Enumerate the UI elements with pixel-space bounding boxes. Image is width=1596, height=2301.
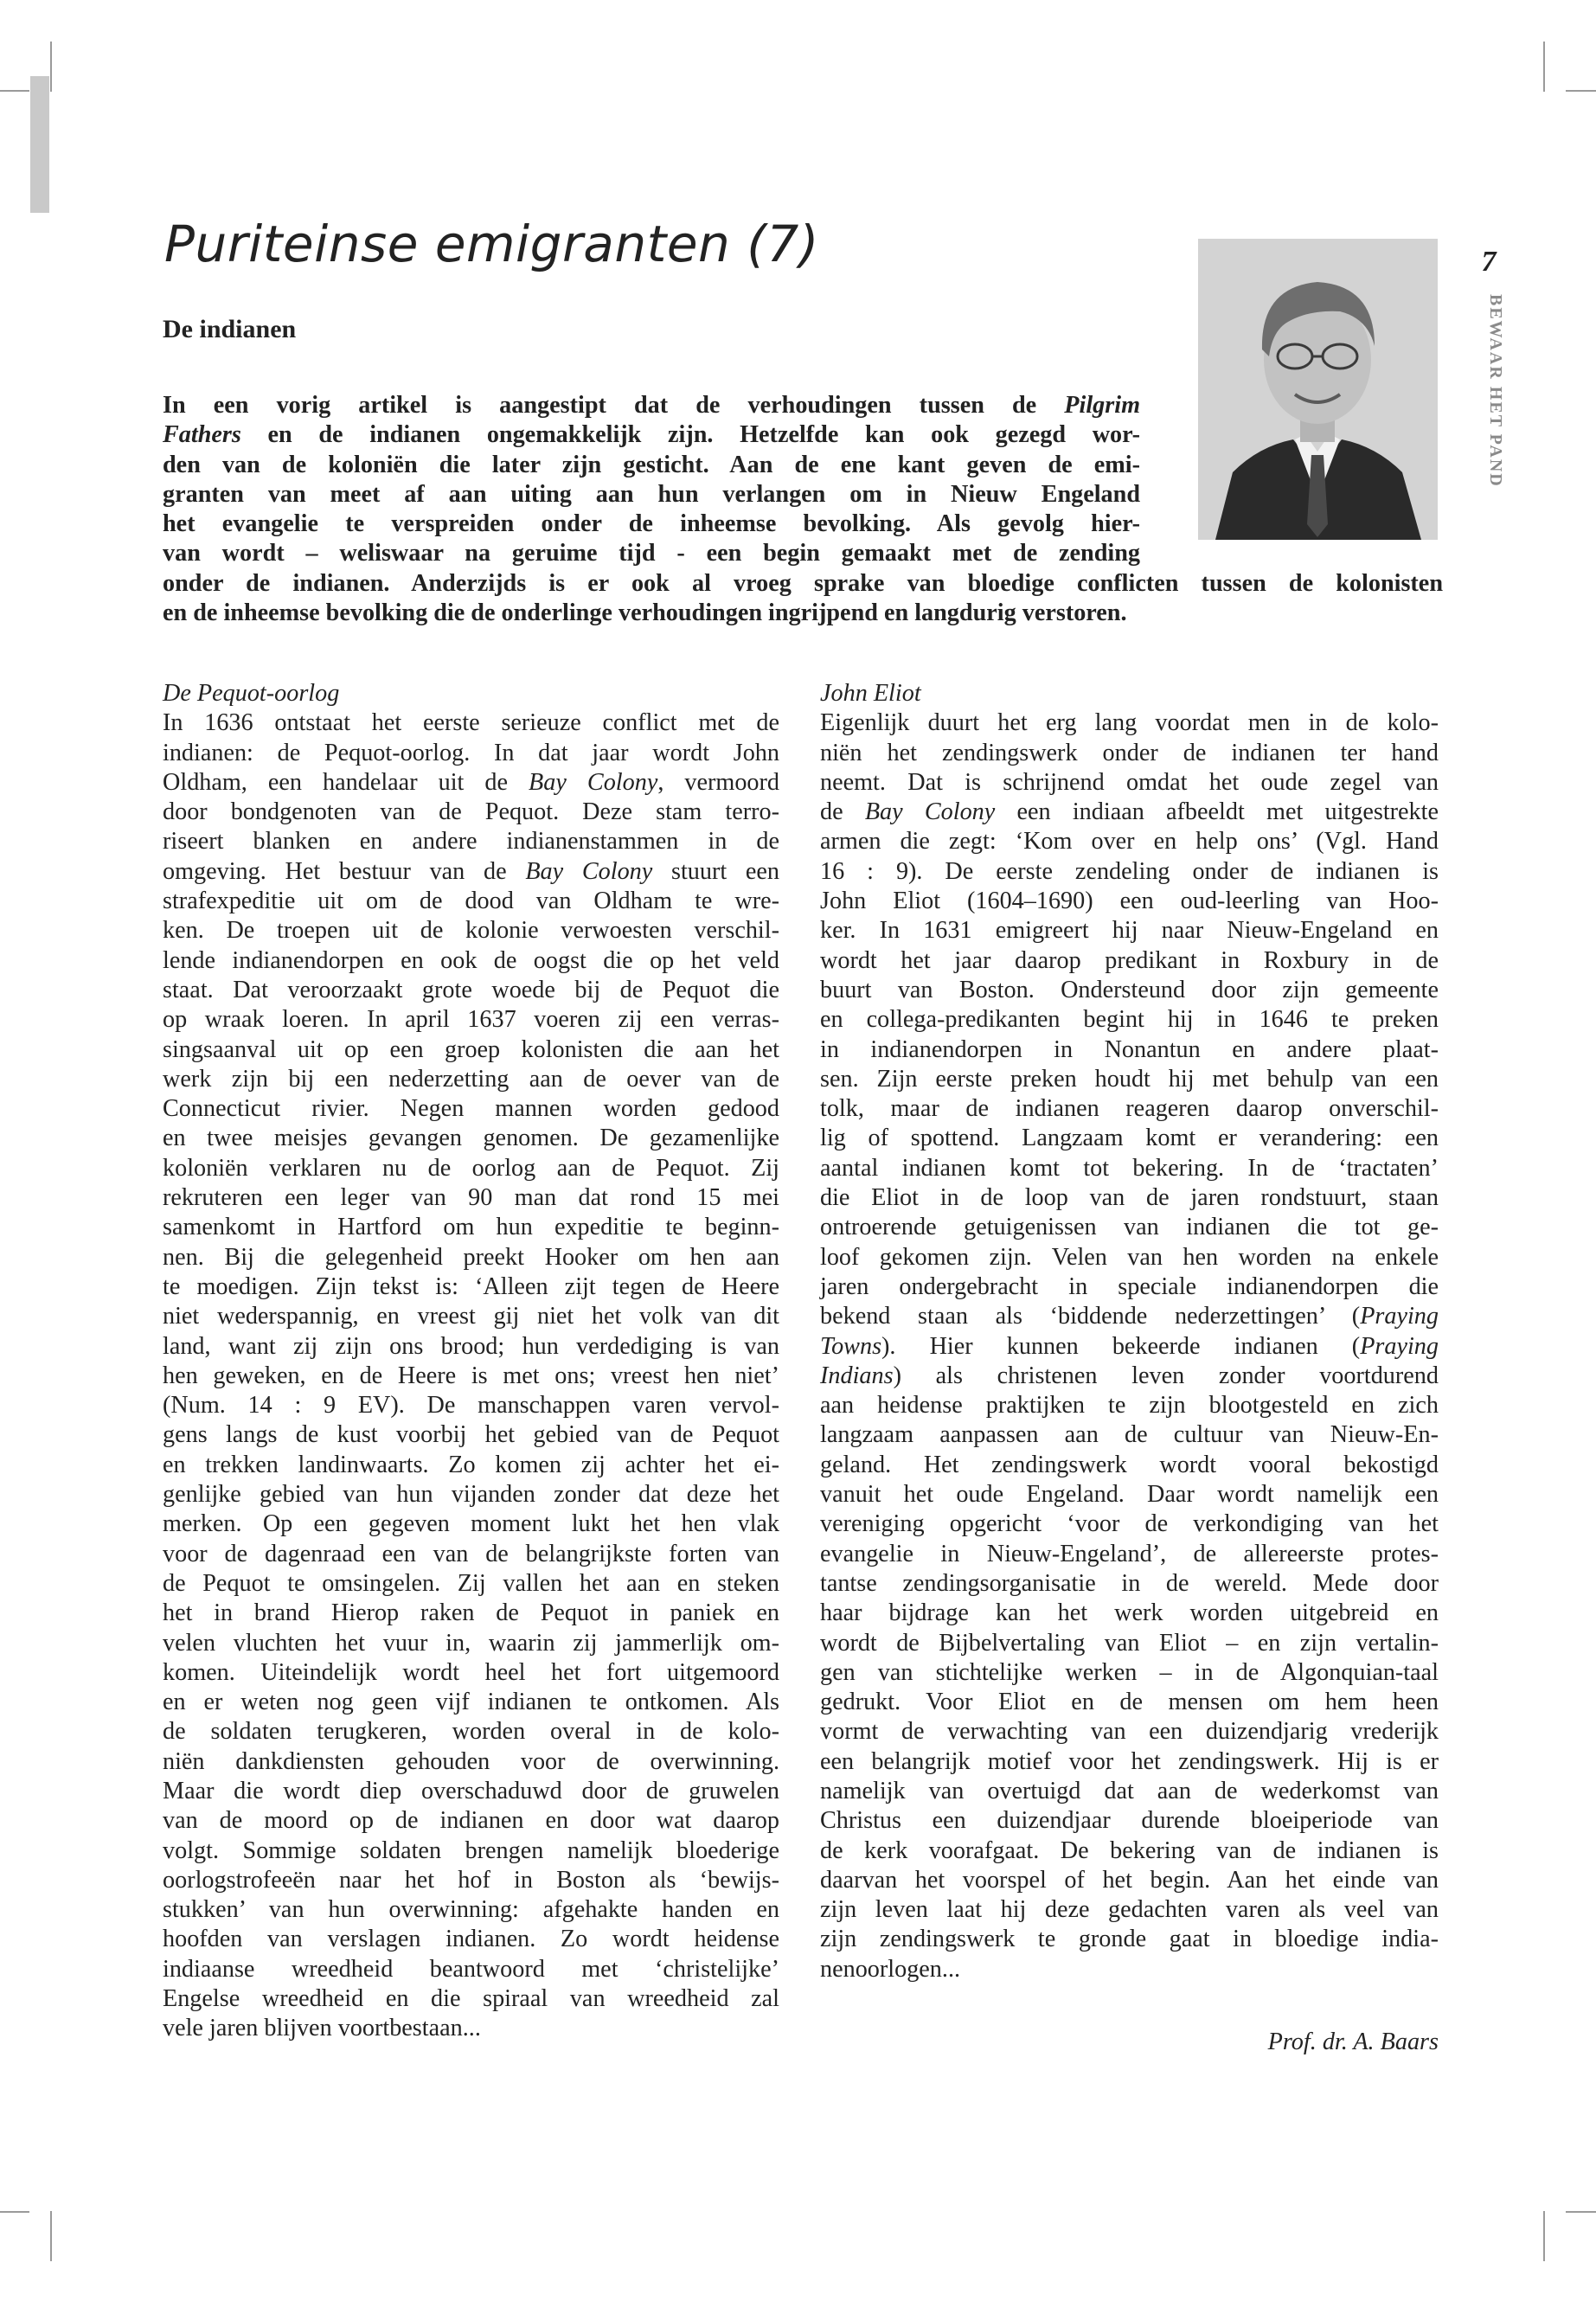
text-line: nen. Bij die gelegenheid preekt Hooker om hen aan <box>163 1243 779 1271</box>
section-heading: De Pequot-oorlog <box>163 680 340 707</box>
left-column-body <box>163 708 779 2043</box>
text-line: indianen: de Pequot-oorlog. In dat jaar wordt John <box>163 739 779 766</box>
text-line: land, want zij zijn ons brood; hun verdediging is van <box>163 1332 779 1360</box>
text-line: aan heidense praktijken te zijn blootgesteld en zich <box>820 1392 1439 1420</box>
text-line: nenoorlogen... <box>820 1955 961 1983</box>
text-line: door bondgenoten van de Pequot. Deze stam terro- <box>163 798 779 826</box>
lead-line: granten van meet af aan uiting aan hun verlangen om in Nieuw Engeland <box>163 480 1140 508</box>
text-line: jaren ondergebracht in speciale indianendorpen die <box>820 1272 1439 1300</box>
text-line: indiaanse wreedheid beantwoord met ‘christelijke’ <box>163 1955 779 1983</box>
section-heading: John Eliot <box>820 680 921 707</box>
text-line: 16 : 9). De eerste zendeling onder de indianen is <box>820 857 1439 885</box>
lead-line: van wordt – weliswaar na geruime tijd - een begin gemaakt met de zending <box>163 540 1140 567</box>
lead-line: het evangelie te verspreiden onder de inheemse bevolking. Als gevolg hier- <box>163 510 1140 538</box>
running-head: BEWAAR HET PAND <box>1486 294 1505 488</box>
text-line: wordt het jaar daarop predikant in Roxbury in de <box>820 946 1439 974</box>
crop-mark <box>1543 2211 1545 2261</box>
margin-bar <box>30 76 49 213</box>
text-line: (Num. 14 : 9 EV). De manschappen varen vervol- <box>163 1392 779 1420</box>
text-line: velen vluchten het vuur in, waarin zij jammerlijk om- <box>163 1629 779 1657</box>
text-line: sen. Zijn eerste preken houdt hij met behulp van een <box>820 1065 1439 1093</box>
crop-mark <box>50 42 52 92</box>
text-line: vereniging opgericht ‘voor de verkondiging van het <box>820 1510 1439 1538</box>
crop-mark <box>50 2211 52 2261</box>
text-line: staat. Dat veroorzaakt grote woede bij de Pequot die <box>163 976 779 1003</box>
text-line: singsaanval uit op een groep kolonisten die aan het <box>163 1035 779 1063</box>
text-line: op wraak loeren. In april 1637 voeren zij een verras- <box>163 1006 779 1034</box>
text-line: armen die zegt: ‘Kom over en help ons’ (Vgl. Hand <box>820 828 1439 856</box>
text-line: te moedigen. Zijn tekst is: ‘Alleen zijt tegen de Heere <box>163 1272 779 1300</box>
left-column <box>163 679 779 2044</box>
text-line: namelijk van overtuigd dat aan de wederkomst van <box>820 1777 1439 1804</box>
text-line: wordt de Bijbelvertaling van Eliot – en zijn vertalin- <box>820 1629 1439 1657</box>
text-line: bekend staan als ‘biddende nederzettingen’ (Praying <box>820 1303 1439 1330</box>
author-byline: Prof. dr. A. Baars <box>1267 2029 1439 2055</box>
text-line: gen van stichtelijke werken – in de Algonquian-taal <box>820 1658 1439 1686</box>
text-line: gens langs de kust voorbij het gebied van de Pequot <box>163 1421 779 1449</box>
text-line: In 1636 ontstaat het eerste serieuze conflict met de <box>163 709 779 737</box>
text-line: loof gekomen zijn. Velen van hen worden na enkele <box>820 1243 1439 1271</box>
text-line: Connecticut rivier. Negen mannen worden gedood <box>163 1095 779 1123</box>
text-line: Indians) als christenen leven zonder voortdurend <box>820 1362 1439 1389</box>
text-line: evangelie in Nieuw-Engeland’, de allereerste protes- <box>820 1540 1439 1567</box>
text-line: samenkomt in Hartford om hun expeditie te beginn- <box>163 1214 779 1241</box>
text-line: ken. De troepen uit de kolonie verwoesten verschil- <box>163 917 779 945</box>
text-line: het in brand Hierop raken de Pequot in paniek en <box>163 1599 779 1627</box>
lead-paragraph <box>163 391 1443 628</box>
crop-mark <box>0 2211 29 2213</box>
text-line: strafexpeditie uit om de dood van Oldham te wre- <box>163 888 779 915</box>
text-line: in indianendorpen in Nonantun en andere plaat- <box>820 1035 1439 1063</box>
text-line: tantse zendingsorganisatie in de wereld. Mede door <box>820 1569 1439 1597</box>
text-line: ontroerende getuigenissen van indianen die tot ge- <box>820 1214 1439 1241</box>
text-line: en twee meisjes gevangen genomen. De gezamenlijke <box>163 1125 779 1152</box>
text-line: niën dankdiensten gehouden voor de overwinning. <box>163 1747 779 1775</box>
text-line: stukken’ van hun overwinning: afgehakte handen en <box>163 1896 779 1924</box>
text-line: die Eliot in de loop van de jaren rondstuurt, staan <box>820 1184 1439 1212</box>
text-line: genlijke gebied van hun vijanden zonder dat deze het <box>163 1481 779 1509</box>
text-line: de Bay Colony een indiaan afbeeldt met uitgestrekte <box>820 798 1439 826</box>
text-line: van de moord op de indianen en door wat daarop <box>163 1807 779 1835</box>
text-line: ker. In 1631 emigreert hij naar Nieuw-Engeland en <box>820 917 1439 945</box>
text-line: aantal indianen komt tot bekering. In de ‘tractaten’ <box>820 1154 1439 1182</box>
lead-line: den van de koloniën die later zijn gesticht. Aan de ene kant geven de emi- <box>163 451 1140 478</box>
text-line: haar bijdrage kan het werk worden uitgebreid en <box>820 1599 1439 1627</box>
text-line: oorlogstrofeeën naar het hof in Boston als ‘bewijs- <box>163 1866 779 1894</box>
text-line: vormt de verwachting van een duizendjarig vrederijk <box>820 1718 1439 1746</box>
text-line: geland. Het zendingswerk wordt vooral bekostigd <box>820 1451 1439 1478</box>
text-line: en collega-predikanten begint hij in 1646 te preken <box>820 1006 1439 1034</box>
text-line: volgt. Sommige soldaten brengen namelijk bloederige <box>163 1836 779 1864</box>
text-line: een belangrijk motief voor het zendingswerk. Hij is er <box>820 1747 1439 1775</box>
text-line: neemt. Dat is schrijnend omdat het oude zegel van <box>820 768 1439 796</box>
text-line: zijn leven laat hij deze gedachten varen als veel van <box>820 1896 1439 1924</box>
lead-line: Fathers en de indianen ongemakkelijk zijn. Hetzelfde kan ook gezegd wor- <box>163 421 1140 449</box>
text-line: Christus een duizendjaar durende bloeiperiode van <box>820 1807 1439 1835</box>
text-line: en trekken landinwaarts. Zo komen zij achter het ei- <box>163 1451 779 1478</box>
article-title: Puriteinse emigranten (7) <box>164 215 819 273</box>
right-column-body <box>820 708 1439 1984</box>
text-line: Maar die wordt diep overschaduwd door de gruwelen <box>163 1777 779 1804</box>
text-line: buurt van Boston. Ondersteund door zijn gemeente <box>820 976 1439 1003</box>
text-line: de soldaten terugkeren, worden overal in de kolo- <box>163 1718 779 1746</box>
lead-line: onder de indianen. Anderzijds is er ook al vroeg sprake van bloedige conflicten tussen de kolonisten <box>163 569 1443 597</box>
text-line: niën het zendingswerk onder de indianen ter hand <box>820 739 1439 766</box>
text-line: rekruteren een leger van 90 man dat rond 15 mei <box>163 1184 779 1212</box>
text-line: daarvan het voorspel of het begin. Aan het einde van <box>820 1866 1439 1894</box>
text-line: hoofden van verslagen indianen. Zo wordt heidense <box>163 1926 779 1953</box>
text-line: zijn zendingswerk te gronde gaat in bloedige india- <box>820 1926 1439 1953</box>
text-line: voor de dagenraad een van de belangrijkste forten van <box>163 1540 779 1567</box>
article-subtitle: De indianen <box>163 315 297 343</box>
lead-line: en de inheemse bevolking die de onderlinge verhoudingen ingrijpend en langdurig verstoren. <box>163 599 1127 627</box>
right-column <box>820 679 1439 1984</box>
lead-line: In een vorig artikel is aangestipt dat de verhoudingen tussen de Pilgrim <box>163 392 1140 419</box>
text-line: riseert blanken en andere indianenstammen in de <box>163 828 779 856</box>
text-line: hen geweken, en de Heere is met ons; vreest hen niet’ <box>163 1362 779 1389</box>
page-number: 7 <box>1481 246 1497 278</box>
crop-mark <box>0 90 29 92</box>
text-line: merken. Op een gegeven moment lukt het hen vlak <box>163 1510 779 1538</box>
text-line: de Pequot te omsingelen. Zij vallen het aan en steken <box>163 1569 779 1597</box>
text-line: de kerk voorafgaat. De bekering van de indianen is <box>820 1836 1439 1864</box>
text-line: werk zijn bij een nederzetting aan de oever van de <box>163 1065 779 1093</box>
text-line: komen. Uiteindelijk wordt heel het fort uitgemoord <box>163 1658 779 1686</box>
text-line: lende indianendorpen en ook de oogst die op het veld <box>163 946 779 974</box>
text-line: Towns). Hier kunnen bekeerde indianen (Praying <box>820 1332 1439 1360</box>
crop-mark <box>1566 2211 1596 2213</box>
text-line: John Eliot (1604–1690) een oud-leerling van Hoo- <box>820 888 1439 915</box>
text-line: gedrukt. Voor Eliot en de mensen om hem heen <box>820 1689 1439 1716</box>
text-line: en er weten nog geen vijf indianen te ontkomen. Als <box>163 1689 779 1716</box>
crop-mark <box>1543 42 1545 92</box>
text-line: Eigenlijk duurt het erg lang voordat men in de kolo- <box>820 709 1439 737</box>
text-line: Engelse wreedheid en die spiraal van wreedheid zal <box>163 1985 779 2013</box>
text-line: omgeving. Het bestuur van de Bay Colony stuurt een <box>163 857 780 885</box>
text-line: koloniën verklaren nu de oorlog aan de Pequot. Zij <box>163 1154 779 1182</box>
text-line: Oldham, een handelaar uit de Bay Colony, vermoord <box>163 768 779 796</box>
text-line: langzaam aanpassen aan de cultuur van Nieuw-En- <box>820 1421 1439 1449</box>
text-line: vele jaren blijven voortbestaan... <box>163 2015 481 2042</box>
crop-mark <box>1566 90 1596 92</box>
text-line: niet wederspannig, en vreest gij niet het volk van dit <box>163 1303 779 1330</box>
text-line: lig of spottend. Langzaam komt er verandering: een <box>820 1125 1439 1152</box>
text-line: tolk, maar de indianen reageren daarop onverschil- <box>820 1095 1439 1123</box>
text-line: vanuit het oude Engeland. Daar wordt namelijk een <box>820 1481 1439 1509</box>
